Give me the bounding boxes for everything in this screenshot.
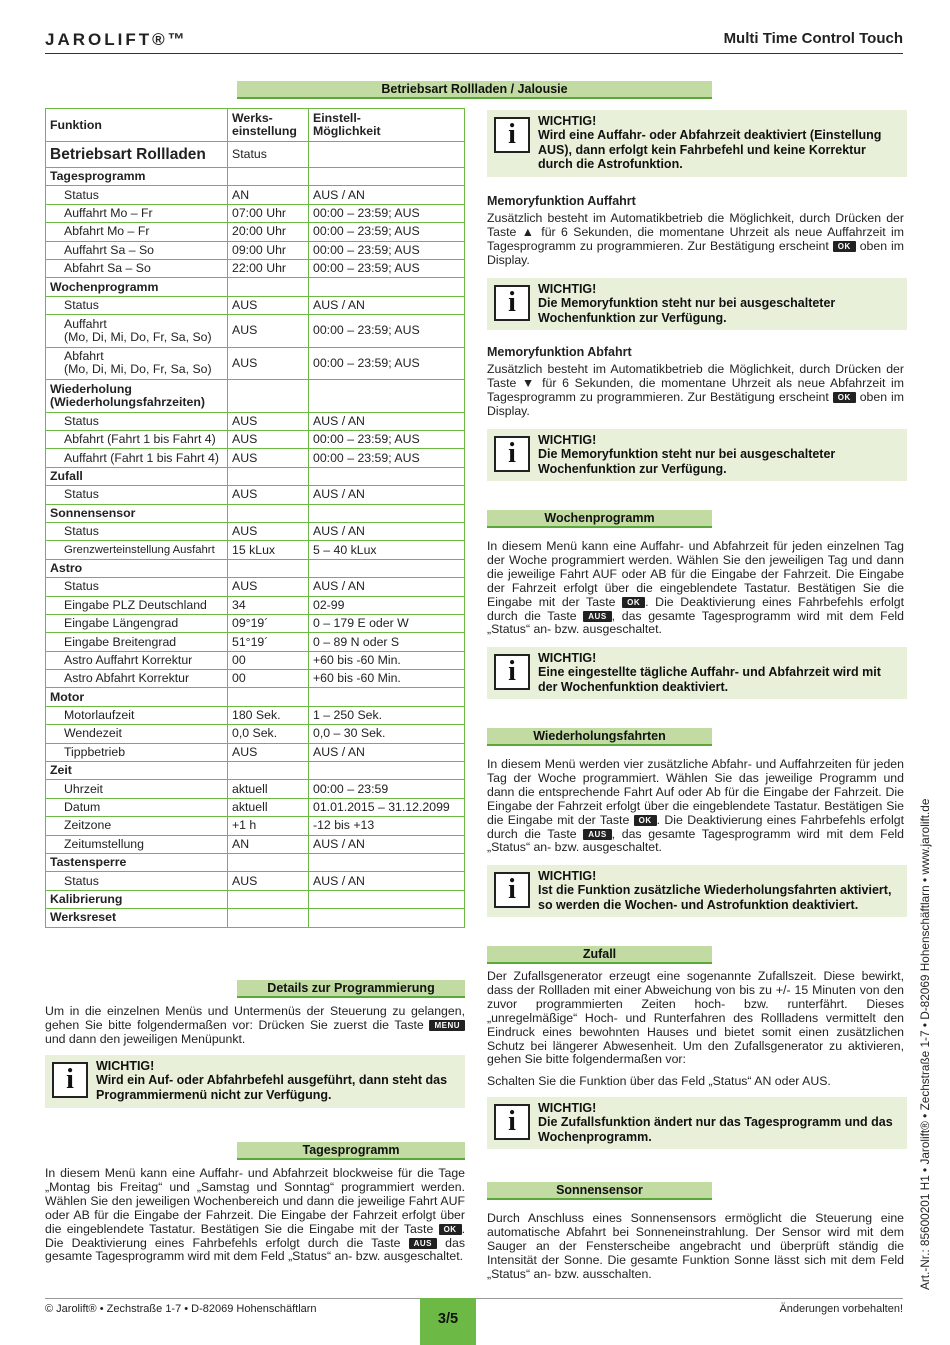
mode-status-label: Status (228, 142, 309, 168)
cell-default: 0,0 Sek. (228, 725, 309, 743)
note-wochenprogramm (487, 647, 907, 699)
cell-default (228, 762, 309, 780)
menu-key-icon: MENU (429, 1020, 465, 1031)
cell-options (309, 380, 465, 413)
cell-options (309, 278, 465, 296)
cell-default (228, 890, 309, 908)
column-header-default: Werks- einstellung (228, 109, 309, 142)
table-row (46, 186, 465, 204)
table-row (46, 651, 465, 669)
cell-options (309, 890, 465, 908)
cell-options (309, 762, 465, 780)
cell-function: Status (46, 412, 228, 430)
table-row (46, 522, 465, 540)
cell-options: AUS / AN (309, 743, 465, 761)
note-title: WICHTIG! (96, 1059, 155, 1073)
note-memory-up (487, 278, 907, 330)
cell-options: AUS / AN (309, 186, 465, 204)
table-row (46, 596, 465, 614)
cell-default: AUS (228, 449, 309, 467)
details-section-bar: Details zur Programmierung (237, 980, 465, 998)
cell-default: AUS (228, 522, 309, 540)
mode-title: Betriebsart Rollladen (46, 142, 228, 168)
memory-up-paragraph: Zusätzlich besteht im Automatikbetrieb die Möglichkeit, durch Drücken der Taste ▲ für 6 Sekunden, die momentane Uhrzeit als neue Auffahrzeit im Tagesprogramm zu programmieren. Zur Bestätigung erscheint OK oben im Display. (487, 211, 905, 267)
note-text: Wird eine Auffahr- oder Abfahrzeit deaktiviert (Einstellung AUS), dann erfolgt kein Fahrbefehl und keine Korrektur durch die Astrofunktion. (538, 128, 882, 171)
cell-options: 00:00 – 23:59; AUS (309, 259, 465, 277)
memory-up-heading: Memoryfunktion Auffahrt (487, 194, 636, 208)
zufall-paragraph: Der Zufallsgenerator erzeugt eine sogenannte Zufallszeit. Diese bewirkt, dass der Rollladen mit einer Abweichung von bis zu +/- 15 Minuten von den zuvor programmierten Zeiten hoch- bzw. runterfährt. Dieses „unregelmäßige“ Hoch- und Runterfahren des Rollladens vermittelt den Eindruck eines bewohnten Hauses und bietet somit einen zusätzlichen Schutz bei längerer Abwesenheit. Um den Zufallsgenerator zu aktivieren, gehen Sie bitte folgendermaßen vor: (487, 969, 904, 1067)
table-section-bar: Betriebsart Rollladen / Jalousie (237, 81, 712, 99)
note-text: Ist die Funktion zusätzliche Wiederholungsfahrten aktiviert, so werden die Wochen- und Astrofunktion deaktiviert. (538, 883, 892, 912)
column-header-options: Einstell- Möglichkeit (309, 109, 465, 142)
note-title: WICHTIG! (538, 114, 597, 128)
cell-default: AUS (228, 412, 309, 430)
info-icon: i (52, 1062, 88, 1098)
cell-default: AUS (228, 872, 309, 890)
table-section-row (46, 504, 465, 522)
table-section-row (46, 909, 465, 927)
cell-options: 00:00 – 23:59 (309, 780, 465, 798)
tagesprogramm-section-bar: Tagesprogramm (237, 1142, 465, 1160)
note-wiederholungsfahrten (487, 865, 907, 917)
table-row (46, 670, 465, 688)
footer-disclaimer: Änderungen vorbehalten! (779, 1303, 903, 1315)
details-paragraph: Um in die einzelnen Menüs und Untermenüs der Steuerung zu gelangen, gehen Sie bitte folgendermaßen vor: Drücken Sie zuerst die Taste MENU und dann den jeweiligen Menüpunkt. (45, 1004, 465, 1046)
note-text: Wird ein Auf- oder Abfahrbefehl ausgeführt, dann steht das Programmiermenü nicht zur Verfügung. (96, 1073, 448, 1102)
cell-options: AUS / AN (309, 296, 465, 314)
cell-function: Datum (46, 798, 228, 816)
cell-options: 00:00 – 23:59; AUS (309, 204, 465, 222)
table-row (46, 872, 465, 890)
cell-default: 09°19´ (228, 614, 309, 632)
info-icon: i (494, 117, 530, 153)
cell-options (309, 467, 465, 485)
cell-options (309, 168, 465, 186)
cell-function: Tastensperre (46, 854, 228, 872)
table-row (46, 578, 465, 596)
cell-options: 00:00 – 23:59; AUS (309, 347, 465, 380)
cell-options: AUS / AN (309, 412, 465, 430)
ok-key-icon: OK (833, 241, 856, 252)
cell-options: -12 bis +13 (309, 817, 465, 835)
cell-default: AUS (228, 431, 309, 449)
footer-address: © Jarolift® • Zechstraße 1-7 • D-82069 Hohenschäftlarn (45, 1303, 317, 1315)
table-row (46, 743, 465, 761)
cell-options: 02-99 (309, 596, 465, 614)
cell-function: Wiederholung (Wiederholungsfahrzeiten) (46, 380, 228, 413)
cell-default: AN (228, 186, 309, 204)
cell-function: Auffahrt (Mo, Di, Mi, Do, Fr, Sa, So) (46, 315, 228, 348)
cell-default (228, 909, 309, 927)
cell-function: Sonnensensor (46, 504, 228, 522)
table-section-row (46, 854, 465, 872)
table-row (46, 431, 465, 449)
cell-default: 00 (228, 670, 309, 688)
cell-options (309, 909, 465, 927)
cell-function: Status (46, 522, 228, 540)
table-section-row (46, 762, 465, 780)
cell-default: AUS (228, 347, 309, 380)
cell-default (228, 467, 309, 485)
note-title: WICHTIG! (538, 1101, 597, 1115)
cell-default (228, 854, 309, 872)
cell-default: AUS (228, 743, 309, 761)
cell-function: Astro Abfahrt Korrektur (46, 670, 228, 688)
cell-options: AUS / AN (309, 578, 465, 596)
cell-function: Auffahrt Mo – Fr (46, 204, 228, 222)
cell-function: Zeitzone (46, 817, 228, 835)
note-astro (487, 110, 907, 177)
ok-key-icon: OK (439, 1224, 462, 1235)
cell-options: 0 – 179 E oder W (309, 614, 465, 632)
note-title: WICHTIG! (538, 433, 597, 447)
note-text: Die Zufallsfunktion ändert nur das Tagesprogramm und das Wochenprogramm. (538, 1115, 893, 1144)
cell-options (309, 854, 465, 872)
table-row (46, 259, 465, 277)
memory-down-heading: Memoryfunktion Abfahrt (487, 345, 632, 359)
table-header-row (46, 109, 465, 142)
cell-default: 51°19´ (228, 633, 309, 651)
cell-function: Status (46, 872, 228, 890)
cell-default: 34 (228, 596, 309, 614)
table-row (46, 315, 465, 348)
note-programming-menu (45, 1055, 465, 1108)
column-header-function: Funktion (46, 109, 228, 142)
cell-options (309, 559, 465, 577)
cell-function: Status (46, 296, 228, 314)
cell-function: Wendezeit (46, 725, 228, 743)
header-rule (45, 53, 903, 54)
cell-options (309, 504, 465, 522)
table-row (46, 204, 465, 222)
cell-options: 00:00 – 23:59; AUS (309, 241, 465, 259)
table-row (46, 633, 465, 651)
cell-function: Grenzwerteinstellung Ausfahrt (46, 541, 228, 559)
tagesprogramm-paragraph: In diesem Menü kann eine Auffahr- und Abfahrzeit blockweise für die Tage „Montag bis Freitag“ und „Samstag und Sonntag“ programmiert werden. Wählen Sie den jeweiligen Wochenbereich und dann die jeweilige Fahrt AUF oder AB für die Eingabe der Fahrzeit. Die Eingabe der Fahrzeit erfolgt über die eingeblendete Tastatur. Bestätigen Sie die Eingabe mit der Taste OK . Die Deaktivierung eines Fahrbefehls erfolgt durch die Taste AUS das gesamte Tagesprogramm wird mit dem Feld „Status“ an- bzw. ausgeschaltet. (45, 1166, 465, 1264)
table-row (46, 541, 465, 559)
sonnensensor-paragraph: Durch Anschluss eines Sonnensensors ermöglicht die Steuerung eine automatische Abfahrt bei Sonneneinstrahlung. Der Sensor wird mit dem Sauger an der Fensterscheibe angebracht und überprüft ständig die Intensität der Sonne. Die gesamte Funktion Sonne lässt sich mit dem Feld „Status“ an- bzw. ausschalten. (487, 1211, 904, 1281)
cell-default: 22:00 Uhr (228, 259, 309, 277)
wochenprogramm-paragraph: In diesem Menü kann eine Auffahr- und Abfahrzeit für jeden einzelnen Tag der Woche programmiert werden. Wählen Sie den jeweiligen Tag und dann die jeweilige Fahrt AUF oder AB für die Eingabe der Fahrzeit. Die Eingabe der Fahrzeit erfolgt über die eingeblendete Tastatur. Bestätigen Sie die Eingabe mit der Taste OK . Die Deaktivierung eines Fahrbefehls erfolgt durch die Taste AUS , das gesamte Tagesprogramm wird mit dem Feld „Status“ an- bzw. ausgeschaltet. (487, 539, 904, 637)
cell-default: AUS (228, 315, 309, 348)
table-row (46, 835, 465, 853)
note-zufall (487, 1097, 907, 1149)
cell-default (228, 504, 309, 522)
cell-default (228, 688, 309, 706)
aus-key-icon: AUS (583, 829, 611, 840)
table-section-row (46, 168, 465, 186)
cell-default (228, 168, 309, 186)
table-row (46, 614, 465, 632)
cell-default: 20:00 Uhr (228, 223, 309, 241)
wiederholungsfahrten-paragraph: In diesem Menü werden vier zusätzliche Abfahr- und Auffahrzeiten für jeden Tag der Woche programmiert. Wählen Sie das jeweilige Programm und dann die entsprechende Fahrt Auf oder Ab für die Eingabe der Fahrzeit. Die Eingabe der Fahrzeit erfolgt über die eingeblendete Tastatur. Bestätigen Sie die Eingabe mit der Taste OK . Die Deaktivierung eines Fahrbefehls erfolgt durch die Taste AUS , das gesamte Tagesprogramm wird mit dem Feld „Status“ an- bzw. ausgeschaltet. (487, 757, 904, 855)
cell-default: 07:00 Uhr (228, 204, 309, 222)
cell-options: AUS / AN (309, 522, 465, 540)
cell-default: 180 Sek. (228, 706, 309, 724)
cell-function: Astro (46, 559, 228, 577)
note-text: Eine eingestellte tägliche Auffahr- und Abfahrzeit wird mit der Wochenfunktion deaktiviert. (538, 665, 881, 694)
info-icon: i (494, 872, 530, 908)
cell-default: AUS (228, 486, 309, 504)
cell-function: Tagesprogramm (46, 168, 228, 186)
cell-options: AUS / AN (309, 835, 465, 853)
cell-default: 00 (228, 651, 309, 669)
info-icon: i (494, 654, 530, 690)
note-title: WICHTIG! (538, 869, 597, 883)
cell-function: Auffahrt Sa – So (46, 241, 228, 259)
table-row (46, 412, 465, 430)
cell-options (309, 688, 465, 706)
table-section-row (46, 380, 465, 413)
cell-default: AN (228, 835, 309, 853)
cell-options: 01.01.2015 – 31.12.2099 (309, 798, 465, 816)
cell-function: Zeit (46, 762, 228, 780)
table-row (46, 817, 465, 835)
cell-default: 15 kLux (228, 541, 309, 559)
table-row (46, 449, 465, 467)
cell-default (228, 559, 309, 577)
cell-function: Status (46, 186, 228, 204)
cell-function: Astro Auffahrt Korrektur (46, 651, 228, 669)
cell-default (228, 278, 309, 296)
ok-key-icon: OK (622, 597, 645, 608)
table-row (46, 347, 465, 380)
cell-default: AUS (228, 578, 309, 596)
ok-key-icon: OK (833, 392, 856, 403)
cell-function: Zeitumstellung (46, 835, 228, 853)
cell-options: 00:00 – 23:59; AUS (309, 223, 465, 241)
cell-default (228, 380, 309, 413)
table-section-row (46, 278, 465, 296)
cell-options: AUS / AN (309, 872, 465, 890)
zufall-section-bar: Zufall (487, 946, 712, 964)
brand-logo: JAROLIFT®™ (45, 30, 188, 49)
cell-function: Auffahrt (Fahrt 1 bis Fahrt 4) (46, 449, 228, 467)
cell-function: Wochenprogramm (46, 278, 228, 296)
note-title: WICHTIG! (538, 282, 597, 296)
cell-function: Eingabe Längengrad (46, 614, 228, 632)
cell-function: Abfahrt Sa – So (46, 259, 228, 277)
wochenprogramm-section-bar: Wochenprogramm (487, 510, 712, 528)
cell-default: +1 h (228, 817, 309, 835)
cell-options: +60 bis -60 Min. (309, 651, 465, 669)
sonnensensor-section-bar: Sonnensensor (487, 1182, 712, 1200)
cell-function: Zufall (46, 467, 228, 485)
table-row (46, 780, 465, 798)
side-article-info: Art.-Nr.: 85600201 H1 • Jarolift® • Zechstraße 1-7 • D-82069 Hohenschäftlarn • www.jarolift.de (918, 798, 932, 1290)
cell-options: 00:00 – 23:59; AUS (309, 315, 465, 348)
table-row (46, 241, 465, 259)
cell-function: Eingabe PLZ Deutschland (46, 596, 228, 614)
cell-function: Motorlaufzeit (46, 706, 228, 724)
cell-options: 00:00 – 23:59; AUS (309, 431, 465, 449)
info-icon: i (494, 436, 530, 472)
cell-options: 1 – 250 Sek. (309, 706, 465, 724)
cell-options: 0,0 – 30 Sek. (309, 725, 465, 743)
cell-options: AUS / AN (309, 486, 465, 504)
table-row (46, 725, 465, 743)
table-row (46, 798, 465, 816)
info-icon: i (494, 285, 530, 321)
cell-default: 09:00 Uhr (228, 241, 309, 259)
cell-function: Abfahrt Mo – Fr (46, 223, 228, 241)
cell-function: Motor (46, 688, 228, 706)
cell-function: Werksreset (46, 909, 228, 927)
cell-function: Status (46, 578, 228, 596)
cell-function: Abfahrt (Mo, Di, Mi, Do, Fr, Sa, So) (46, 347, 228, 380)
cell-options: 0 – 89 N oder S (309, 633, 465, 651)
aus-key-icon: AUS (409, 1238, 437, 1249)
cell-function: Eingabe Breitengrad (46, 633, 228, 651)
table-mode-row (46, 142, 465, 168)
table-row (46, 706, 465, 724)
cell-function: Uhrzeit (46, 780, 228, 798)
wiederholungsfahrten-section-bar: Wiederholungsfahrten (487, 728, 712, 746)
note-text: Die Memoryfunktion steht nur bei ausgeschalteter Wochenfunktion zur Verfügung. (538, 447, 836, 476)
cell-function: Status (46, 486, 228, 504)
cell-default: aktuell (228, 798, 309, 816)
document-title: Multi Time Control Touch (723, 30, 903, 47)
table-section-row (46, 890, 465, 908)
cell-default: aktuell (228, 780, 309, 798)
page-number: 3/5 (420, 1298, 476, 1345)
table-row (46, 296, 465, 314)
settings-table (45, 108, 465, 928)
note-title: WICHTIG! (538, 651, 597, 665)
cell-options: 00:00 – 23:59; AUS (309, 449, 465, 467)
cell-default: AUS (228, 296, 309, 314)
aus-key-icon: AUS (583, 611, 611, 622)
cell-function: Abfahrt (Fahrt 1 bis Fahrt 4) (46, 431, 228, 449)
table-section-row (46, 559, 465, 577)
zufall-instruction: Schalten Sie die Funktion über das Feld „Status“ AN oder AUS. (487, 1074, 831, 1088)
table-row (46, 223, 465, 241)
info-icon: i (494, 1104, 530, 1140)
cell-function: Kalibrierung (46, 890, 228, 908)
note-memory-down (487, 429, 907, 481)
note-text: Die Memoryfunktion steht nur bei ausgeschalteter Wochenfunktion zur Verfügung. (538, 296, 836, 325)
table-section-row (46, 467, 465, 485)
cell-options: +60 bis -60 Min. (309, 670, 465, 688)
memory-down-paragraph: Zusätzlich besteht im Automatikbetrieb die Möglichkeit, durch Drücken der Taste ▼ für 6 Sekunden, die momentane Uhrzeit als neue Abfahrzeit im Tagesprogramm zu programmieren. Zur Bestätigung erscheint OK oben im Display. (487, 362, 905, 418)
table-row (46, 486, 465, 504)
cell-options: 5 – 40 kLux (309, 541, 465, 559)
cell-function: Tippbetrieb (46, 743, 228, 761)
table-section-row (46, 688, 465, 706)
ok-key-icon: OK (634, 815, 657, 826)
